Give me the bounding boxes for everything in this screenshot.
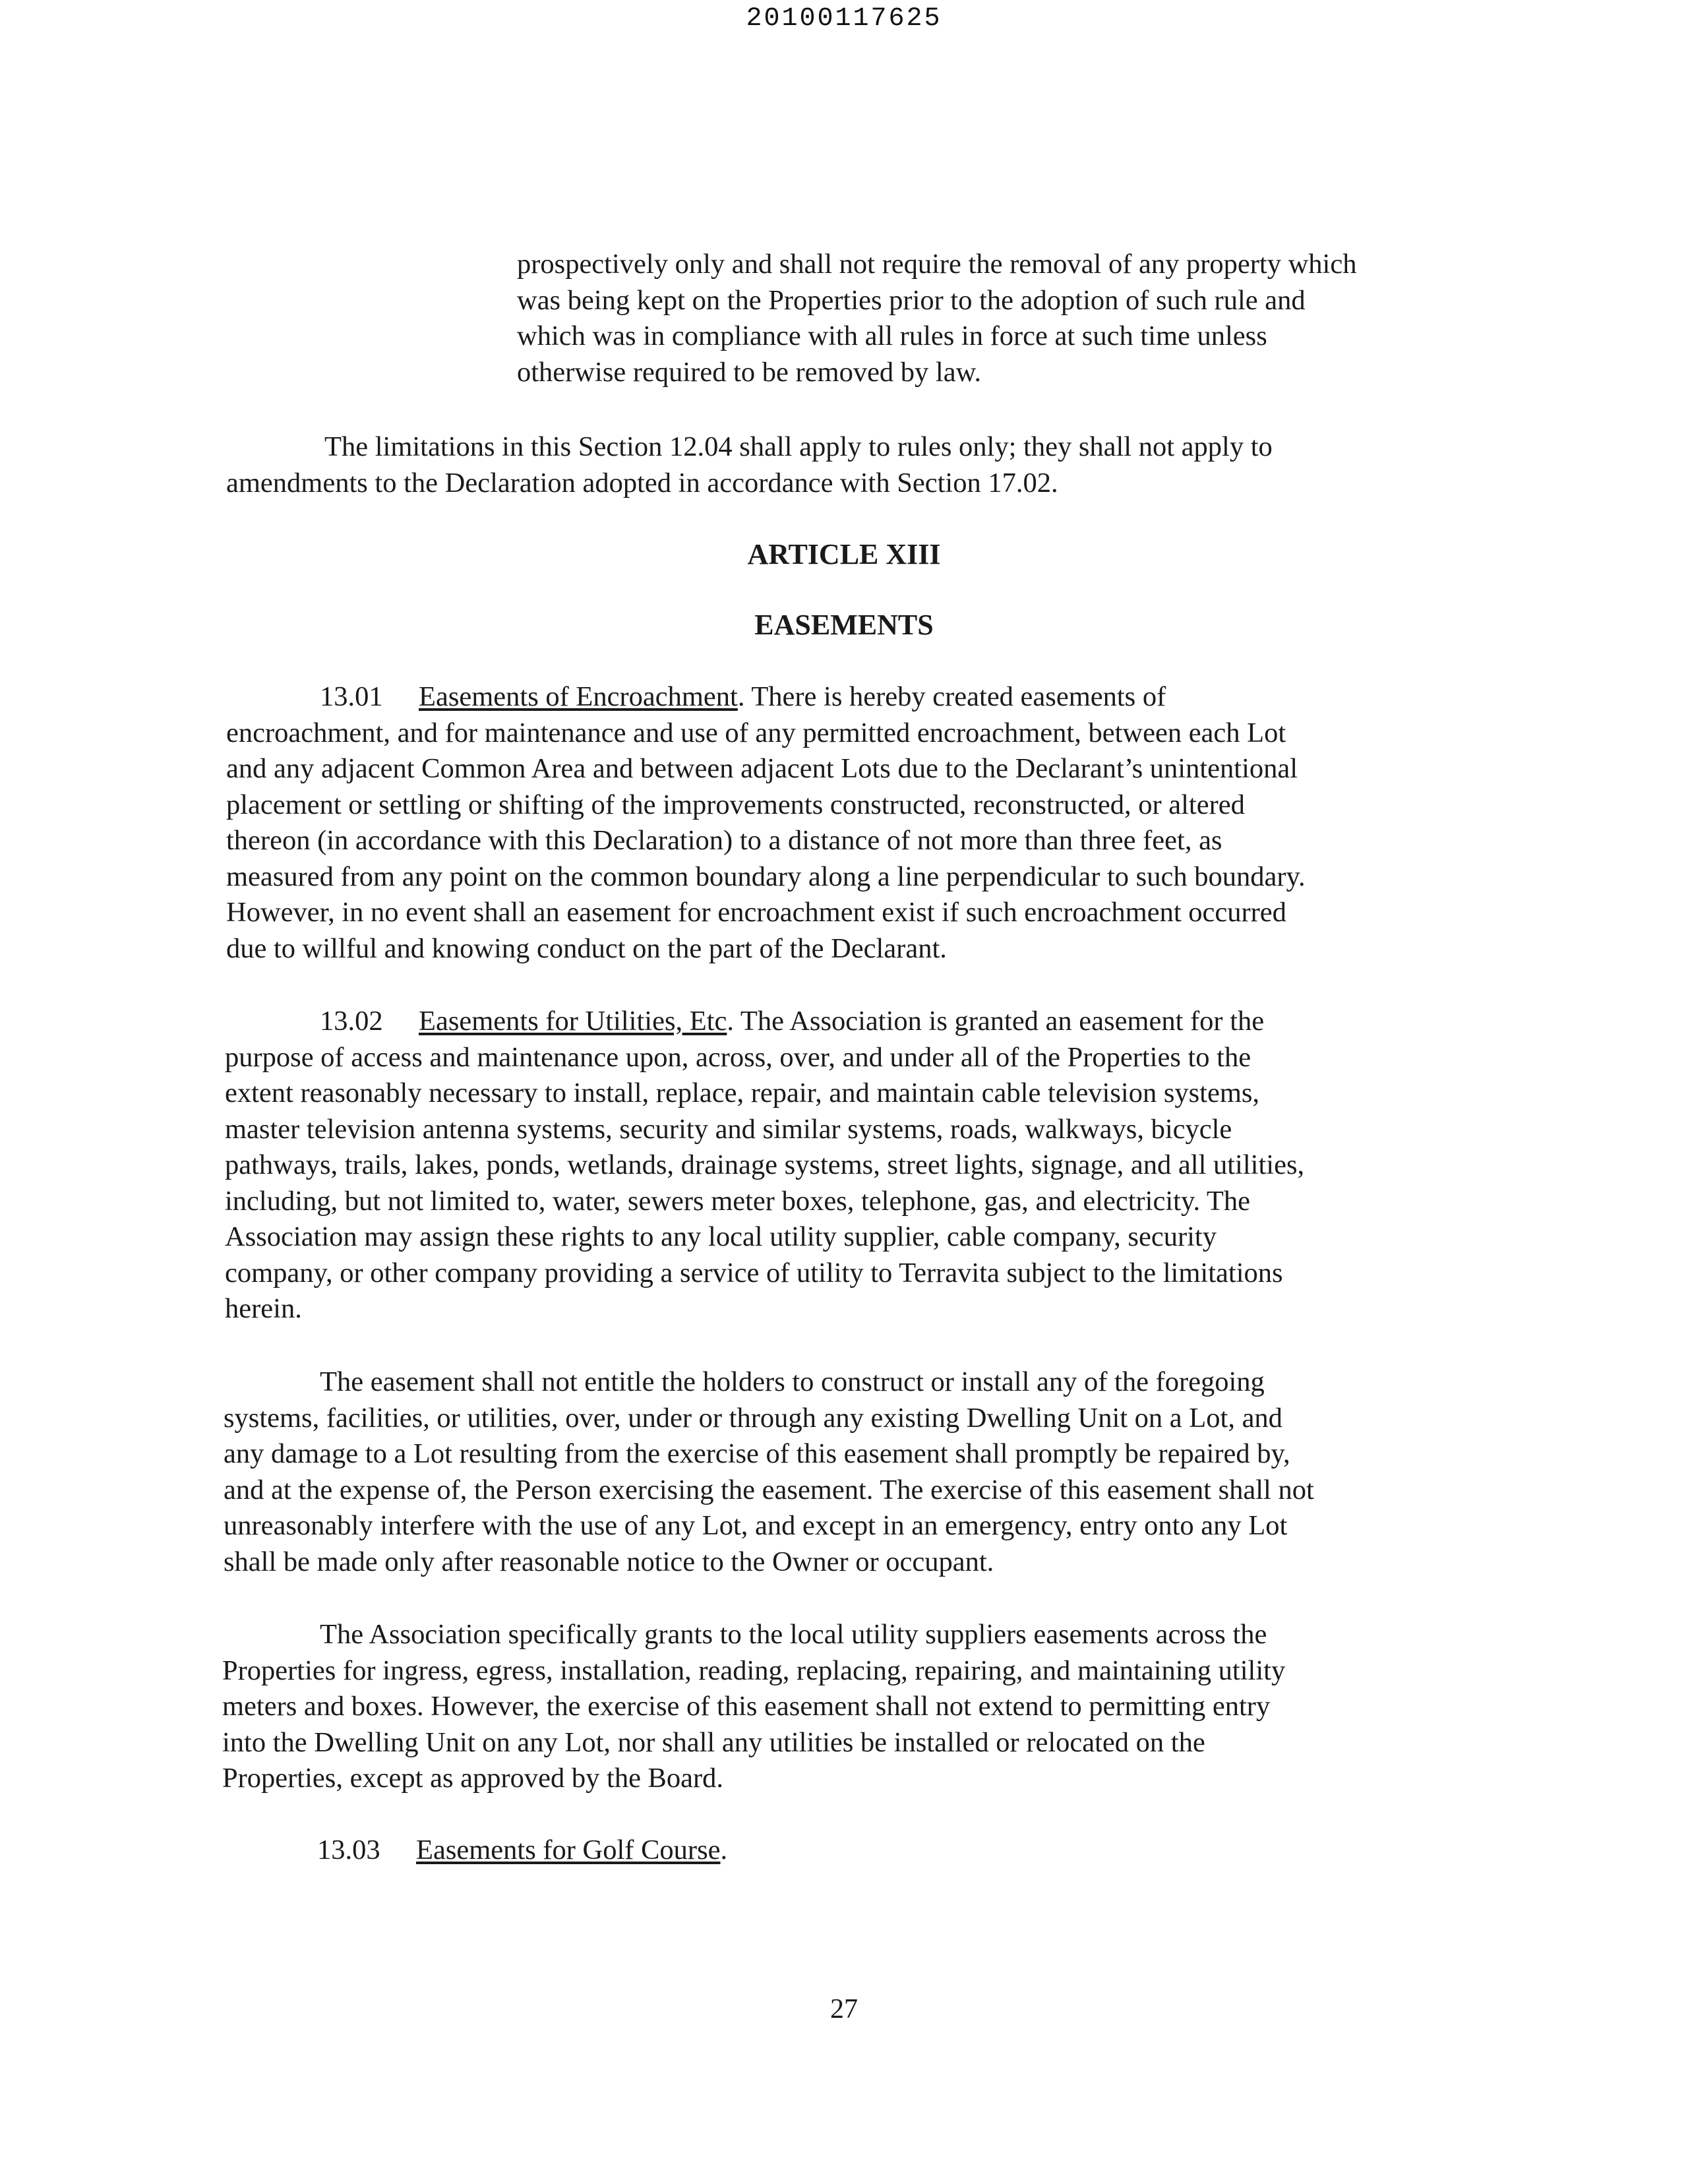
paragraph-line: encroachment, and for maintenance and use of any permitted encroachment, between each Lot bbox=[226, 717, 1286, 748]
section-13-01 bbox=[226, 679, 1306, 967]
paragraph-line: pathways, trails, lakes, ponds, wetlands, drainage systems, street lights, signage, and all utilities, bbox=[225, 1149, 1305, 1180]
paragraph-line: including, but not limited to, water, sewers meter boxes, telephone, gas, and electricity. The bbox=[225, 1185, 1251, 1217]
paragraph-line: shall be made only after reasonable notice to the Owner or occupant. bbox=[224, 1546, 994, 1577]
paragraph-line: extent reasonably necessary to install, replace, repair, and maintain cable television systems, bbox=[225, 1077, 1260, 1108]
section-13-02 bbox=[225, 1004, 1304, 1327]
article-number: ARTICLE XIII bbox=[747, 538, 941, 570]
paragraph-line: placement or settling or shifting of the improvements constructed, reconstructed, or altered bbox=[226, 789, 1245, 820]
section-text: . There is hereby created easements of bbox=[737, 681, 1166, 712]
section-number: 13.02 bbox=[320, 1006, 383, 1037]
paragraph-line: Properties for ingress, egress, installation, reading, replacing, repairing, and maintaining utility bbox=[222, 1654, 1286, 1686]
paragraph-line: was being kept on the Properties prior to the adoption of such rule and bbox=[517, 284, 1306, 316]
utility-paragraph bbox=[222, 1617, 1285, 1797]
page-number: 27 bbox=[830, 1994, 858, 2024]
paragraph-line: Association may assign these rights to any local utility supplier, cable company, security bbox=[225, 1221, 1217, 1252]
section-title: Easements for Utilities, Etc bbox=[419, 1006, 727, 1037]
paragraph-line: amendments to the Declaration adopted in accordance with Section 17.02. bbox=[226, 467, 1058, 499]
paragraph-line: The Association specifically grants to the local utility suppliers easements across the bbox=[320, 1619, 1267, 1650]
section-title: Easements of Encroachment bbox=[419, 681, 738, 712]
paragraph-line: into the Dwelling Unit on any Lot, nor shall any utilities be installed or relocated on the bbox=[222, 1726, 1205, 1758]
paragraph-line: company, or other company providing a service of utility to Terravita subject to the limitations bbox=[225, 1257, 1283, 1289]
paragraph-line: otherwise required to be removed by law. bbox=[517, 356, 982, 388]
section-13-03 bbox=[222, 1833, 727, 1869]
paragraph-line: purpose of access and maintenance upon, across, over, and under all of the Properties to the bbox=[225, 1041, 1251, 1073]
section-text: . The Association is granted an easement for the bbox=[727, 1006, 1265, 1037]
limitations-paragraph bbox=[226, 429, 1273, 501]
paragraph-line: prospectively only and shall not require the removal of any property which bbox=[517, 249, 1357, 280]
paragraph-line: herein. bbox=[225, 1293, 302, 1324]
paragraph-line: and any adjacent Common Area and between adjacent Lots due to the Declarant’s unintentional bbox=[226, 753, 1298, 784]
paragraph-line: which was in compliance with all rules in force at such time unless bbox=[517, 320, 1267, 351]
paragraph-line: due to willful and knowing conduct on the part of the Declarant. bbox=[226, 932, 947, 964]
section-title: Easements for Golf Course bbox=[416, 1835, 721, 1866]
paragraph-line: and at the expense of, the Person exercising the easement. The exercise of this easement shall not bbox=[224, 1474, 1314, 1505]
easement-paragraph bbox=[224, 1364, 1314, 1580]
article-title: EASEMENTS bbox=[754, 609, 934, 641]
paragraph-line: measured from any point on the common boundary along a line perpendicular to such boundary. bbox=[226, 861, 1306, 892]
paragraph-line: any damage to a Lot resulting from the exercise of this easement shall promptly be repaired by, bbox=[224, 1438, 1290, 1469]
section-first-line bbox=[226, 679, 1306, 715]
section-text: . bbox=[720, 1835, 728, 1866]
paragraph-line: systems, facilities, or utilities, over, under or through any existing Dwelling Unit on a Lot, and bbox=[224, 1402, 1282, 1434]
paragraph-line: The easement shall not entitle the holders to construct or install any of the foregoing bbox=[320, 1366, 1265, 1397]
paragraph-line: However, in no event shall an easement for encroachment exist if such encroachment occurred bbox=[226, 897, 1286, 928]
document-number: 20100117625 bbox=[746, 4, 942, 34]
paragraph-line: thereon (in accordance with this Declaration) to a distance of not more than three feet, as bbox=[226, 825, 1222, 856]
paragraph-line: master television antenna systems, security and similar systems, roads, walkways, bicycle bbox=[225, 1113, 1232, 1145]
section-number: 13.01 bbox=[320, 681, 383, 712]
paragraph-line: Properties, except as approved by the Board. bbox=[222, 1763, 724, 1794]
paragraph-line: meters and boxes. However, the exercise of this easement shall not extend to permitting entry bbox=[222, 1691, 1271, 1722]
section-first-line bbox=[225, 1004, 1304, 1040]
paragraph-line: The limitations in this Section 12.04 shall apply to rules only; they shall not apply to bbox=[324, 431, 1273, 462]
section-first-line bbox=[222, 1833, 727, 1869]
continued-paragraph bbox=[517, 247, 1356, 390]
paragraph-line: unreasonably interfere with the use of any Lot, and except in an emergency, entry onto any Lot bbox=[224, 1510, 1288, 1541]
section-number: 13.03 bbox=[317, 1835, 380, 1866]
